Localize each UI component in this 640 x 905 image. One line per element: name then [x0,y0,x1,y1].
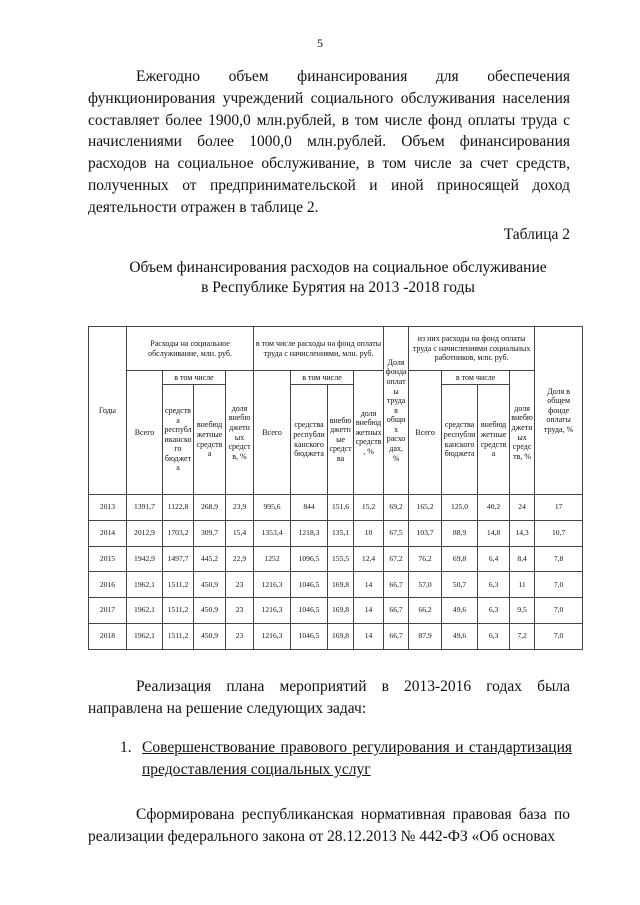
table-cell: 1511,2 [163,623,194,649]
header-offbudget-2: внебюджетные средства [328,385,354,495]
header-offbudget-3: внебюджетные средства [478,385,510,495]
header-incl-3: в том числе [442,371,510,385]
table-cell: 165,2 [409,495,442,521]
table-title-line2: в Республике Бурятия на 2013 -2018 годы [201,279,475,296]
header-share-in-payroll: Доля в общем фонде оплаты труда, % [535,327,583,495]
table-cell: 1218,3 [291,520,328,546]
table-cell: 6,3 [478,572,510,598]
table-cell: 76,2 [409,546,442,572]
table-cell: 1962,1 [127,623,163,649]
table-cell: 69,8 [442,546,478,572]
header-share-offbudget-2: доля внебюджетных средств, % [354,371,384,495]
table-cell: 24 [510,495,535,521]
table-row [89,495,583,521]
table-cell: 6,3 [478,623,510,649]
table-cell: 1122,8 [163,495,194,521]
table-cell: 1511,2 [163,572,194,598]
table-cell: 268,9 [194,495,226,521]
table-cell: 1216,3 [254,598,291,624]
header-rep-budget-1: средства республиканского бюджета [163,385,194,495]
table-cell: 1391,7 [127,495,163,521]
table-cell: 49,6 [442,623,478,649]
table-cell: 69,2 [384,495,409,521]
table-cell: 2015 [89,546,127,572]
table-cell: 66,7 [384,623,409,649]
table-cell: 7,2 [510,623,535,649]
table-cell: 87,9 [409,623,442,649]
header-incl-2: в том числе [291,371,354,385]
plan-paragraph: Реализация плана мероприятий в 2013-2016 годах была направлена на решение следующих задач: [88,678,570,717]
table-cell: 1046,5 [291,623,328,649]
header-rep-budget-2: средства республиканского бюджета [291,385,328,495]
header-total-2: Всего [254,371,291,495]
header-years: Годы [89,327,127,495]
table-cell: 1252 [254,546,291,572]
header-share-offbudget-3: доля внебюджетных средств, % [510,371,535,495]
table-cell: 309,7 [194,520,226,546]
table-cell: 1353,4 [254,520,291,546]
table-cell: 10 [354,520,384,546]
intro-paragraph: Ежегодно объем финансирования для обеспечения функционирования учреждений социального обслуживания населения составляет более 1900,0 млн.рублей, в том числе фонд оплаты труда с начислениями более 1000,0 млн.рублей. Объем финансирования расходов на социальное обслуживание, в том числе за счет средств, полученных от предпринимательской и иной приносящей доход деятельности отражен в таблице 2. [88,68,570,216]
table-cell: 15,2 [354,495,384,521]
table-row [89,572,583,598]
legal-base-paragraph: Сформирована республиканская нормативная правовая база по реализации федерального закона от 28.12.2013 № 442-ФЗ «Об основах [88,806,570,845]
table-cell: 1962,1 [127,572,163,598]
table-cell: 450,9 [194,572,226,598]
table-row [89,520,583,546]
table-cell: 2018 [89,623,127,649]
table-cell: 1511,2 [163,598,194,624]
table-cell: 17 [535,495,583,521]
page-number: 5 [317,36,323,50]
table-cell: 14,8 [478,520,510,546]
table-cell: 135,1 [328,520,354,546]
table-cell: 9,5 [510,598,535,624]
table-cell: 66,7 [384,598,409,624]
table-cell: 103,7 [409,520,442,546]
table-cell: 1096,5 [291,546,328,572]
table-cell: 1216,3 [254,572,291,598]
table-cell: 7,0 [535,572,583,598]
table-cell: 1046,5 [291,598,328,624]
header-offbudget-1: внебюджетные средства [194,385,226,495]
table-cell: 2016 [89,572,127,598]
table-cell: 125,0 [442,495,478,521]
header-share-payroll: Доля фонда оплаты труда в общих расходах, % [384,327,409,495]
table-cell: 14 [354,572,384,598]
table-cell: 6,4 [478,546,510,572]
table-cell: 1046,5 [291,572,328,598]
task-list-number: 1. [120,739,132,756]
table-cell: 450,9 [194,623,226,649]
table-cell: 40,2 [478,495,510,521]
table-cell: 14,3 [510,520,535,546]
table-cell: 57,0 [409,572,442,598]
table-cell: 66,7 [384,572,409,598]
table-cell: 450,9 [194,598,226,624]
table-row [89,623,583,649]
table-cell: 23 [226,623,254,649]
table-cell: 10,7 [535,520,583,546]
table-body [89,495,583,650]
table-cell: 67,2 [384,546,409,572]
table-cell: 1497,7 [163,546,194,572]
table-title [88,258,588,298]
header-group-social-expenses: Расходы на социальное обслуживание, млн. руб. [127,327,254,371]
table-cell: 1703,2 [163,520,194,546]
task-list-item [120,737,572,781]
table-row [89,546,583,572]
header-total-1: Всего [127,371,163,495]
table-cell: 445,2 [194,546,226,572]
table-cell: 7,8 [535,546,583,572]
table-cell: 14 [354,598,384,624]
table-cell: 66,2 [409,598,442,624]
header-group-payroll: в том числе расходы на фонд оплаты труда с начислениями, млн. руб. [254,327,384,371]
table-row [89,598,583,624]
table-cell: 22,9 [226,546,254,572]
table-cell: 1216,3 [254,623,291,649]
table-cell: 23 [226,572,254,598]
table-cell: 2017 [89,598,127,624]
table-cell: 1942,9 [127,546,163,572]
table-cell: 2014 [89,520,127,546]
table-cell: 6,3 [478,598,510,624]
table-cell: 7,0 [535,598,583,624]
table-cell: 995,6 [254,495,291,521]
table-cell: 11 [510,572,535,598]
header-share-offbudget-1: доля внебюджетных средств, % [226,371,254,495]
table-cell: 169,8 [328,623,354,649]
table-cell: 23 [226,598,254,624]
table-cell: 155,5 [328,546,354,572]
table-cell: 169,8 [328,572,354,598]
financing-table [88,326,583,650]
table-title-line1: Объем финансирования расходов на социальное обслуживание [129,259,547,276]
table-cell: 15,4 [226,520,254,546]
table-number: Таблица 2 [503,226,570,243]
table-cell: 14 [354,623,384,649]
table-cell: 844 [291,495,328,521]
header-incl-1: в том числе [163,371,226,385]
table-cell: 151,6 [328,495,354,521]
table-cell: 2012,9 [127,520,163,546]
header-total-3: Всего [409,371,442,495]
table-cell: 2013 [89,495,127,521]
table-cell: 88,9 [442,520,478,546]
table-cell: 12,4 [354,546,384,572]
table-cell: 1962,1 [127,598,163,624]
table-cell: 67,5 [384,520,409,546]
task-list-text: Совершенствование правового регулирования и стандартизация предоставления социальных услуг [142,739,572,778]
table-cell: 8,4 [510,546,535,572]
table-cell: 23,9 [226,495,254,521]
table-cell: 50,7 [442,572,478,598]
header-rep-budget-3: средства республиканского бюджета [442,385,478,495]
table-cell: 169,8 [328,598,354,624]
header-group-social-workers-payroll: из них расходы на фонд оплаты труда с начислениями социальных работников, млн. руб. [409,327,535,371]
table-cell: 49,6 [442,598,478,624]
table-cell: 7,0 [535,623,583,649]
